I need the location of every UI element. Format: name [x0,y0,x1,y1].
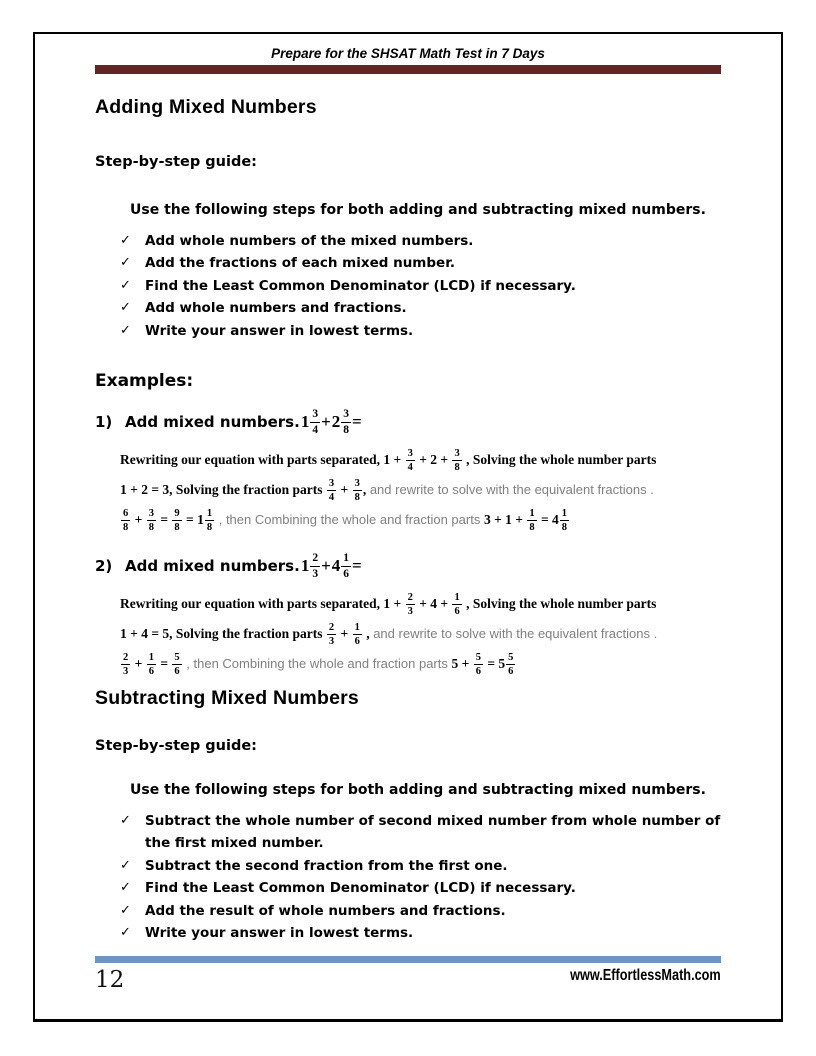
text-run: = [156,512,172,528]
text-run: 1 + 2 = 3, Solving the fraction parts [120,482,326,498]
whole-number: 4 [331,556,341,576]
footer [95,967,721,993]
denominator: 6 [174,665,180,677]
header-rule [95,65,721,74]
denominator: 6 [343,567,349,580]
fraction-stack [310,408,320,435]
fraction [327,478,336,503]
fraction-stack [341,408,351,435]
denominator: 3 [328,635,335,647]
fraction [353,622,362,647]
denominator: 6 [508,665,514,677]
fraction [121,652,130,677]
numerator: 9 [172,508,181,521]
denominator: 8 [561,521,568,533]
fraction [474,652,483,677]
numerator: 3 [310,408,320,422]
fraction-stack [147,652,156,677]
fraction [560,508,569,533]
fraction-stack [205,508,214,533]
step-text: Subtract the second fraction from the first one. [145,857,508,874]
step-item [120,275,721,297]
page-content [35,96,781,993]
example-1 [95,405,721,535]
check-icon: ✓ [120,857,131,873]
step-text: Add the result of whole numbers and fractions. [145,902,506,919]
check-icon: ✓ [120,813,131,829]
denominator: 8 [529,521,535,533]
example-2-title [95,549,721,583]
numerator: 1 [205,508,214,521]
denominator: 3 [407,605,413,617]
example-1-number: 1) [95,413,113,432]
denominator: 4 [312,423,319,436]
steps-list-subtracting [95,810,721,944]
fraction-stack [341,552,351,579]
fraction [301,552,320,579]
numerator: 3 [147,508,156,521]
fraction [332,408,351,435]
guide-label-adding: Step-by-step guide: [95,154,257,170]
fraction [406,592,415,617]
step-text: Add whole numbers of the mixed numbers. [145,233,474,249]
text-run: , then Combining the whole and fraction parts [215,512,484,528]
step-item [120,297,721,319]
denominator: 3 [312,567,319,580]
numerator: 2 [406,592,415,605]
check-icon: ✓ [120,880,131,896]
fraction [172,508,181,533]
page-frame [33,32,783,1022]
text-run: = 4 [537,512,559,528]
example-1-title [95,405,721,439]
step-item [120,320,721,342]
text-run: Add mixed numbers. [125,413,300,432]
numerator: 1 [341,552,351,566]
fraction-stack [121,508,130,533]
text-run: + [321,556,331,576]
text-run: , [362,482,367,498]
numerator: 3 [406,448,415,461]
denominator: 6 [148,665,154,677]
fraction [172,652,181,677]
check-icon: ✓ [120,902,131,918]
denominator: 6 [354,635,360,647]
step-text: Write your answer in lowest terms. [145,925,414,942]
text-run: + [337,626,352,642]
step-text: Add whole numbers and fractions. [145,300,407,317]
section-heading-subtracting: Subtracting Mixed Numbers [95,687,359,710]
denominator: 8 [148,521,154,533]
step-text: Find the Least Common Denominator (LCD) if necessary. [145,880,576,897]
denominator: 4 [407,461,413,473]
text-run: Rewriting our equation with parts separated, 1 + [120,452,405,468]
fraction [147,652,156,677]
example-2 [95,549,721,679]
text-run: , Solving the whole number parts [462,596,657,612]
check-icon: ✓ [120,277,131,293]
website-text: www.EffortlessMath.com [570,967,721,985]
whole-number: 1 [300,556,310,576]
step-item [120,252,721,274]
example-2-number: 2) [95,557,113,576]
denominator: 8 [354,491,360,503]
example-2-solution [120,589,721,679]
numerator: 3 [327,478,336,491]
check-icon: ✓ [120,300,131,316]
denominator: 3 [123,665,129,677]
fraction-stack [527,508,536,533]
fraction-stack [121,652,130,677]
step-item [120,877,721,899]
steps-list-adding [95,230,721,342]
page-number: 12 [95,967,125,994]
fraction-stack [327,478,336,503]
fraction-stack [172,508,181,533]
step-text: Find the Least Common Denominator (LCD) if necessary. [145,277,576,294]
fraction-stack [353,622,362,647]
fraction-stack [310,552,320,579]
numerator: 1 [147,652,156,665]
check-icon: ✓ [120,255,131,271]
fraction-stack [474,652,483,677]
step-text: Write your answer in lowest terms. [145,322,414,339]
text-run: 3 + 1 + [483,512,527,528]
text-run: Rewriting our equation with parts separated, 1 + [120,596,405,612]
whole-number: 1 [300,412,310,432]
numerator: 2 [121,652,130,665]
text-run: = [352,556,362,576]
denominator: 8 [454,461,460,473]
denominator: 6 [454,605,460,617]
fraction [121,508,130,533]
fraction [332,552,351,579]
step-item [120,900,721,922]
text-run: , then Combining the whole and fraction parts [182,656,452,672]
text-run: + [321,412,331,432]
fraction [527,508,536,533]
text-run: + 2 + [415,452,452,468]
denominator: 8 [206,521,213,533]
text-run: 5 + [451,656,473,672]
fraction [452,448,461,473]
step-item [120,230,721,252]
fraction [406,448,415,473]
fraction-stack [452,448,461,473]
text-run: + 4 + [415,596,452,612]
numerator: 3 [341,408,351,422]
text-run: = [156,656,172,672]
step-item [120,855,721,877]
text-run: and rewrite to solve with the equivalent fractions . [366,482,654,498]
footer-rule [95,956,721,963]
example-1-solution [120,445,721,535]
step-item [120,922,721,944]
numerator: 5 [474,652,483,665]
text-run: 1 + 4 = 5, Solving the fraction parts [120,626,326,642]
fraction-stack [452,592,461,617]
numerator: 1 [560,508,569,521]
numerator: 6 [121,508,130,521]
fraction-stack [147,508,156,533]
fraction [205,508,214,533]
fraction-stack [406,448,415,473]
check-icon: ✓ [120,233,131,248]
header-title: Prepare for the SHSAT Math Test in 7 Days [271,46,545,61]
example-2-expression [125,552,362,579]
denominator: 8 [343,423,349,436]
numerator: 5 [506,652,515,665]
numerator: 2 [327,622,336,635]
text-run: = 1 [182,512,204,528]
intro-text-subtracting: Use the following steps for both adding and subtracting mixed numbers. [130,782,706,799]
numerator: 1 [452,592,461,605]
text-run: + [131,656,146,672]
section-heading-adding: Adding Mixed Numbers [95,96,317,118]
numerator: 3 [353,478,362,491]
numerator: 5 [172,652,181,665]
denominator: 4 [328,491,335,503]
fraction [147,508,156,533]
text-run: + [131,512,146,528]
fraction-stack [506,652,515,677]
text-run: , [362,626,370,642]
fraction [452,592,461,617]
step-text: Subtract the whole number of second mixed number from whole number of the first mixed number. [145,813,721,852]
guide-label-subtracting: Step-by-step guide: [95,738,257,755]
whole-number: 2 [331,412,341,432]
numerator: 1 [527,508,536,521]
denominator: 8 [174,521,180,533]
text-run: + [337,482,352,498]
fraction-stack [172,652,181,677]
fraction [327,622,336,647]
fraction-stack [327,622,336,647]
check-icon: ✓ [120,322,131,338]
numerator: 3 [452,448,461,461]
fraction-stack [560,508,569,533]
denominator: 8 [123,521,129,533]
fraction [506,652,515,677]
numerator: 2 [310,552,320,566]
text-run: Add mixed numbers. [125,557,300,576]
fraction-stack [406,592,415,617]
examples-label: Examples: [95,371,194,392]
intro-text-adding: Use the following steps for both adding and subtracting mixed numbers. [130,202,706,218]
denominator: 6 [475,665,481,677]
text-run: = [352,412,362,432]
text-run: , Solving the whole number parts [462,452,657,468]
fraction-stack [353,478,362,503]
step-text: Add the fractions of each mixed number. [145,255,456,272]
text-run: = 5 [483,656,506,672]
text-run: and rewrite to solve with the equivalent fractions . [369,626,658,642]
step-item [120,810,721,855]
check-icon: ✓ [120,925,131,941]
fraction [353,478,362,503]
numerator: 1 [353,622,362,635]
fraction [301,408,320,435]
example-1-expression [125,408,362,435]
